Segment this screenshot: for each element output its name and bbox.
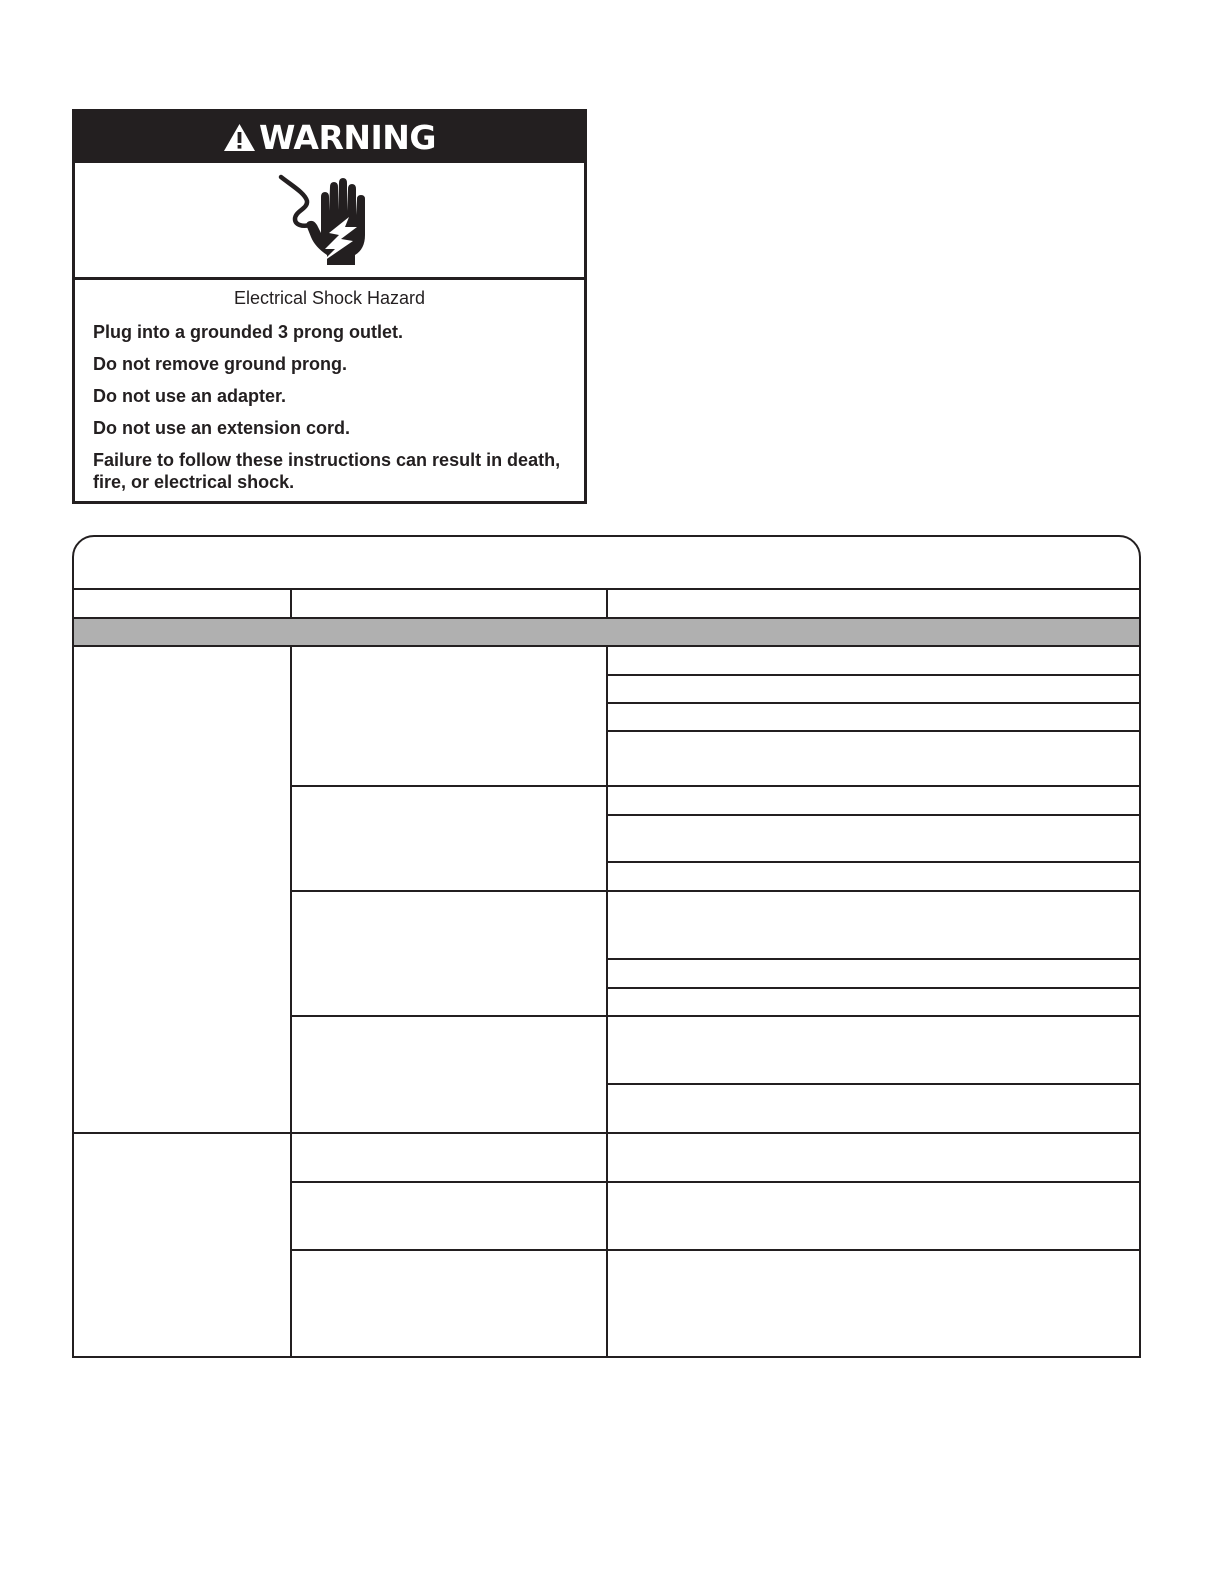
cause-divider	[290, 785, 1139, 787]
cause-divider	[290, 1181, 1139, 1183]
solution-divider	[606, 702, 1139, 704]
instruction-1: Plug into a grounded 3 prong outlet.	[93, 321, 403, 342]
problem-divider	[74, 1132, 1139, 1134]
instruction-4: Do not use an extension cord.	[93, 417, 351, 438]
hazard-name: Electrical Shock Hazard	[233, 288, 426, 308]
solution-divider	[606, 674, 1139, 676]
solution-divider	[606, 861, 1139, 863]
solution-divider	[606, 958, 1139, 960]
column-divider	[290, 588, 292, 619]
instruction-3: Do not use an adapter.	[93, 385, 287, 406]
column-divider	[606, 588, 608, 619]
troubleshooting-table	[72, 535, 1141, 1358]
hazard-symbol	[75, 163, 584, 280]
solution-divider	[606, 987, 1139, 989]
instruction-5: Failure to follow these instructions can result in death, fire, or electrical shock.	[93, 449, 561, 492]
instruction-2: Do not remove ground prong.	[93, 353, 347, 374]
alert-triangle-icon	[223, 123, 256, 152]
section-band	[74, 619, 1139, 645]
solution-divider	[606, 1083, 1139, 1085]
warning-text	[75, 280, 584, 493]
cause-divider	[290, 890, 1139, 892]
solution-divider	[606, 730, 1139, 732]
warning-header	[75, 112, 584, 163]
cause-divider	[290, 1249, 1139, 1251]
electric-shock-hand-icon	[277, 173, 377, 267]
solution-divider	[606, 814, 1139, 816]
cause-divider	[290, 1015, 1139, 1017]
warning-label	[72, 109, 587, 504]
warning-title: WARNING	[259, 118, 436, 157]
